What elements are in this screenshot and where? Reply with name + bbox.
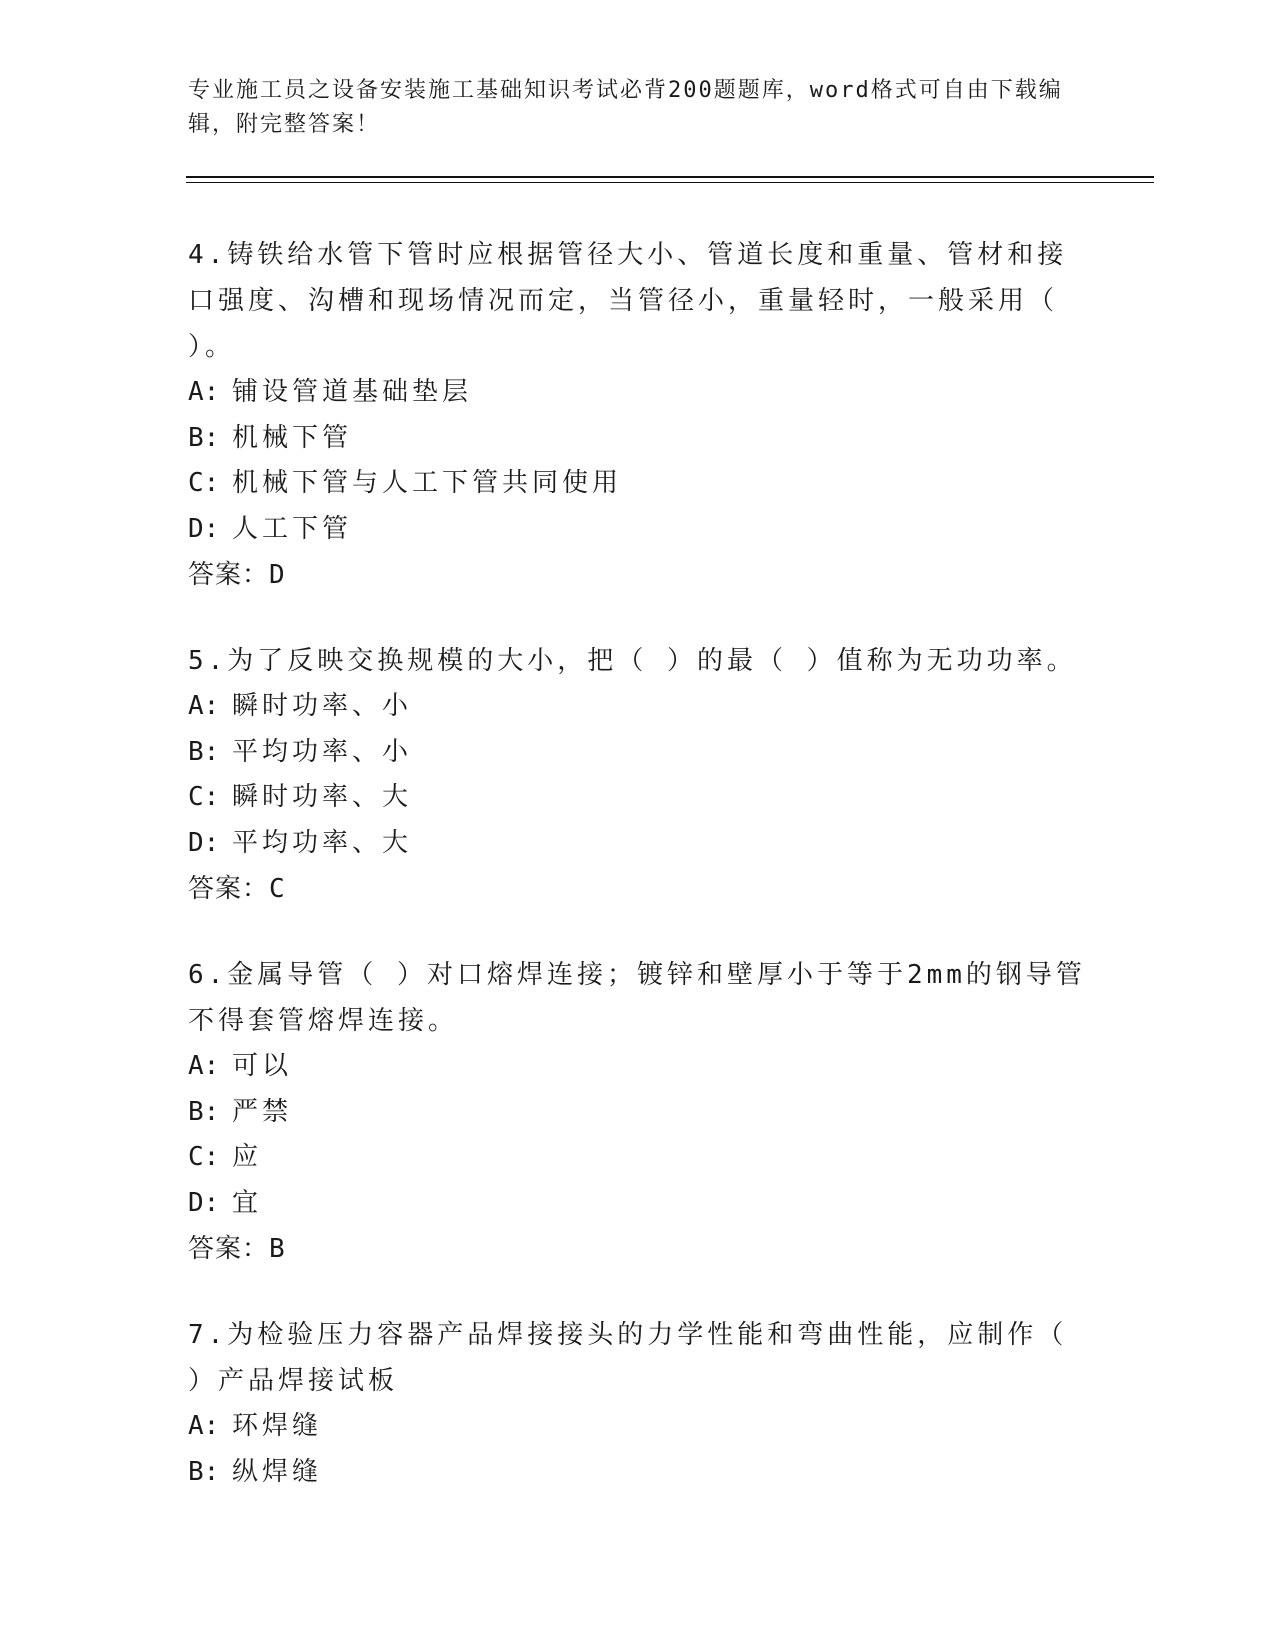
document-title: 专业施工员之设备安装施工基础知识考试必背200题题库，word格式可自由下载编辑，附完整答案！	[188, 78, 1063, 137]
option-letter: B:	[188, 736, 220, 767]
option-a	[188, 684, 1088, 730]
option-text: 铺设管道基础垫层	[232, 377, 473, 407]
option-d	[188, 821, 1088, 867]
option-letter: A:	[188, 691, 220, 721]
option-text: 纵焊缝	[232, 1456, 323, 1487]
option-c	[188, 1135, 1088, 1181]
option-b	[188, 1090, 1088, 1136]
answer-line: 答案：B	[188, 1234, 286, 1264]
option-c	[188, 775, 1088, 821]
question-stem: 7.为检验压力容器产品焊接接头的力学性能和弯曲性能，应制作（ ）产品焊接试板	[188, 1320, 1068, 1396]
header-divider-thick	[186, 176, 1154, 178]
question-5	[188, 638, 1088, 912]
option-text: 严禁	[232, 1096, 293, 1127]
option-letter: D:	[188, 1187, 220, 1218]
option-letter: A:	[188, 1411, 220, 1441]
option-a	[188, 1404, 1088, 1450]
option-letter: B:	[188, 1096, 220, 1127]
header-divider-thin	[186, 182, 1154, 183]
question-stem: 4.铸铁给水管下管时应根据管径大小、管道长度和重量、管材和接口强度、沟槽和现场情况而定，当管径小，重量轻时，一般采用（ ）。	[188, 240, 1068, 362]
option-text: 机械下管	[232, 422, 353, 453]
option-letter: C:	[188, 1142, 220, 1172]
option-text: 可以	[232, 1051, 293, 1081]
option-c	[188, 461, 1088, 507]
question-list	[188, 232, 1088, 1535]
option-b	[188, 730, 1088, 776]
option-text: 环焊缝	[232, 1411, 323, 1441]
option-letter: B:	[188, 422, 220, 453]
option-a	[188, 370, 1088, 416]
option-d	[188, 1181, 1088, 1227]
question-4	[188, 232, 1088, 598]
option-text: 平均功率、大	[232, 827, 413, 858]
question-6	[188, 952, 1088, 1272]
option-text: 人工下管	[232, 513, 353, 544]
option-d	[188, 507, 1088, 553]
option-text: 平均功率、小	[232, 736, 413, 767]
option-letter: D:	[188, 513, 220, 544]
option-text: 瞬时功率、小	[232, 691, 413, 721]
question-stem: 5.为了反映交换规模的大小，把（ ）的最（ ）值称为无功功率。	[188, 646, 1077, 676]
option-letter: B:	[188, 1456, 220, 1487]
option-letter: C:	[188, 782, 220, 812]
option-text: 机械下管与人工下管共同使用	[232, 468, 623, 498]
option-letter: C:	[188, 468, 220, 498]
option-letter: A:	[188, 377, 220, 407]
option-letter: D:	[188, 827, 220, 858]
option-b	[188, 416, 1088, 462]
question-stem: 6.金属导管（ ）对口熔焊连接；镀锌和壁厚小于等于2mm的钢导管不得套管熔焊连接。	[188, 960, 1086, 1036]
option-text: 宜	[232, 1187, 263, 1218]
option-text: 应	[232, 1142, 263, 1172]
option-a	[188, 1044, 1088, 1090]
answer-line: 答案：D	[188, 560, 286, 590]
option-text: 瞬时功率、大	[232, 782, 413, 812]
answer-line: 答案：C	[188, 874, 286, 904]
option-letter: A:	[188, 1051, 220, 1081]
question-7	[188, 1312, 1088, 1495]
option-b	[188, 1450, 1088, 1496]
